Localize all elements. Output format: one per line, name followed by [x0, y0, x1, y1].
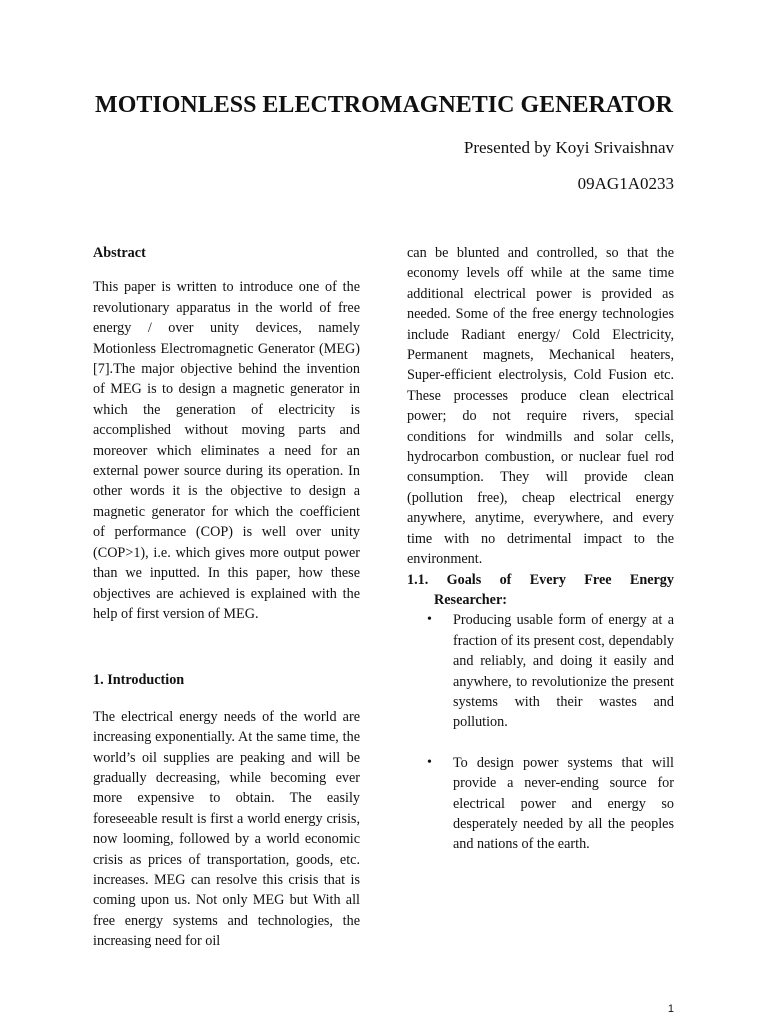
introduction-body: The electrical energy needs of the world are increasing exponentially. At the same time, the world’s oil supplies are peaking and will be gradually decreasing, while becoming ever more expensive to obtain. The easily foreseeable result is first a world energy crisis, now looming, followed by a world economic crisis as prices of transportation, goods, etc. increases. MEG can resolve this crisis that is coming upon us. Not only MEG but With all free energy systems and technologies, the increasing need for oil [93, 708, 360, 950]
bullet-icon: • [427, 754, 432, 770]
bullet-icon: • [427, 612, 432, 628]
author-byline: Presented by Koyi Srivaishnav [463, 138, 674, 157]
abstract-body: This paper is written to introduce one of the revolutionary apparatus in the world of free energy / over unity devices, namely Motionless Electromagnetic Generator (MEG) [7].The major objective behind the invention of MEG is to design a magnetic generator in which the generation of electricity is accomplished without moving parts and moreover which eliminates a need for an external power source during its operation. In other words it is the objective to design a magnetic generator for which the coefficient of performance (COP) is well over unity (COP>1), i.e. which gives more output power than we inputted. In this paper, how these objectives are achieved is explained with the help of first version of MEG. [93, 279, 360, 622]
paper-title: MOTIONLESS ELECTROMAGNETIC GENERATOR [95, 92, 673, 118]
page-number: 1 [667, 1003, 674, 1015]
abstract-heading: Abstract [93, 245, 146, 261]
goal-item [407, 753, 674, 855]
goal-item-text: To design power systems that will provide a never-ending source for electrical power and energy so desperately needed by all the peoples and nations of the earth. [453, 754, 674, 853]
goal-item [407, 610, 674, 732]
goals-heading: 1.1. Goals of Every Free Energy [407, 571, 674, 588]
introduction-heading: 1. Introduction [93, 672, 185, 689]
left-column [93, 243, 360, 952]
goals-heading-line2: Researcher: [434, 591, 508, 608]
goals-list [407, 610, 674, 854]
goal-item-text: Producing usable form of energy at a fraction of its present cost, dependably and reliably, and doing it easily and anywhere, to revolutionize the present systems with their wastes and pollution. [453, 612, 674, 731]
right-column [407, 243, 674, 855]
introduction-continuation: can be blunted and controlled, so that the economy levels off while at the same time additional electrical power is provided as needed. Some of the free energy technologies include Radiant energy/ Cold Electricity, Permanent magnets, Mechanical heaters, Super-efficient electrolysis, Cold Fusion etc. These processes produce clean electrical power; do not require rivers, special conditions for windmills and solar cells, hydrocarbon combustion, or nuclear fuel rod consumption. They will provide clean (pollution free), cheap electrical energy anywhere, anytime, everywhere, and every time with no detrimental impact to the environment. [407, 245, 674, 568]
roll-number: 09AG1A0233 [577, 174, 674, 193]
